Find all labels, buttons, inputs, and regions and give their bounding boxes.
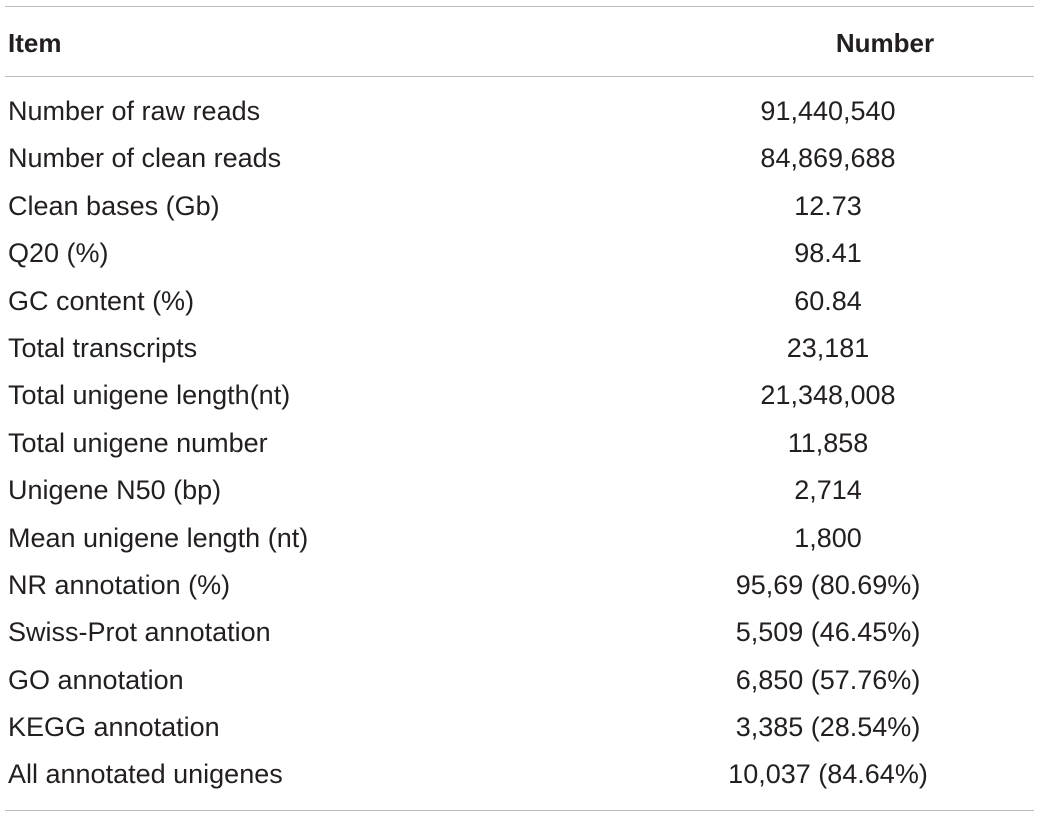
row-item-label: Total unigene length(nt) bbox=[8, 380, 291, 411]
row-number-value: 91,440,540 bbox=[760, 96, 896, 126]
row-item-label: Total transcripts bbox=[8, 332, 198, 363]
row-item-label: Q20 (%) bbox=[8, 238, 109, 269]
row-item-label: Mean unigene length (nt) bbox=[8, 522, 309, 553]
row-item-label: NR annotation (%) bbox=[8, 569, 231, 600]
row-number-value: 84,869,688 bbox=[760, 143, 896, 174]
table-row bbox=[0, 421, 1040, 468]
table-row bbox=[0, 752, 1040, 799]
row-number-value: 95,69 (80.69%) bbox=[735, 569, 921, 600]
table-row bbox=[0, 279, 1040, 326]
row-item-label: GO annotation bbox=[8, 664, 184, 695]
table-header bbox=[0, 6, 1040, 76]
row-number-value: 21,348,008 bbox=[760, 380, 896, 411]
table-row bbox=[0, 136, 1040, 183]
table-row bbox=[0, 705, 1040, 752]
row-item-label: Clean bases (Gb) bbox=[8, 190, 220, 221]
table-row bbox=[0, 563, 1040, 610]
row-number-value: 23,181 bbox=[786, 332, 870, 363]
row-item-label: GC content (%) bbox=[8, 285, 195, 316]
table-row bbox=[0, 326, 1040, 373]
column-header-number: Number bbox=[835, 28, 935, 58]
table-row bbox=[0, 184, 1040, 231]
table-row bbox=[0, 610, 1040, 657]
table-row bbox=[0, 231, 1040, 278]
row-item-label: Number of raw reads bbox=[8, 96, 261, 126]
table-row bbox=[0, 468, 1040, 515]
table-bottom-rule bbox=[5, 810, 1034, 811]
row-number-value: 3,385 (28.54%) bbox=[735, 712, 921, 743]
table-header-rule bbox=[5, 76, 1034, 77]
row-item-label: KEGG annotation bbox=[8, 712, 220, 743]
table-row bbox=[0, 89, 1040, 136]
table-row bbox=[0, 658, 1040, 705]
row-number-value: 98.41 bbox=[794, 238, 862, 269]
row-number-value: 60.84 bbox=[794, 285, 862, 316]
row-number-value: 5,509 (46.45%) bbox=[735, 617, 921, 648]
row-number-value: 11,858 bbox=[787, 427, 869, 458]
row-item-label: Number of clean reads bbox=[8, 143, 282, 174]
row-number-value: 2,714 bbox=[794, 475, 862, 506]
row-number-value: 6,850 (57.76%) bbox=[735, 664, 921, 695]
row-number-value: 10,037 (84.64%) bbox=[728, 759, 928, 790]
table-body bbox=[0, 89, 1040, 800]
row-item-label: Unigene N50 (bp) bbox=[8, 475, 222, 506]
row-number-value: 12.73 bbox=[794, 190, 862, 221]
column-header-item: Item bbox=[8, 28, 62, 58]
row-item-label: Swiss-Prot annotation bbox=[8, 617, 271, 648]
row-number-value: 1,800 bbox=[794, 522, 862, 553]
table-row bbox=[0, 516, 1040, 563]
row-item-label: All annotated unigenes bbox=[8, 759, 283, 790]
row-item-label: Total unigene number bbox=[8, 427, 268, 458]
table-row bbox=[0, 373, 1040, 420]
